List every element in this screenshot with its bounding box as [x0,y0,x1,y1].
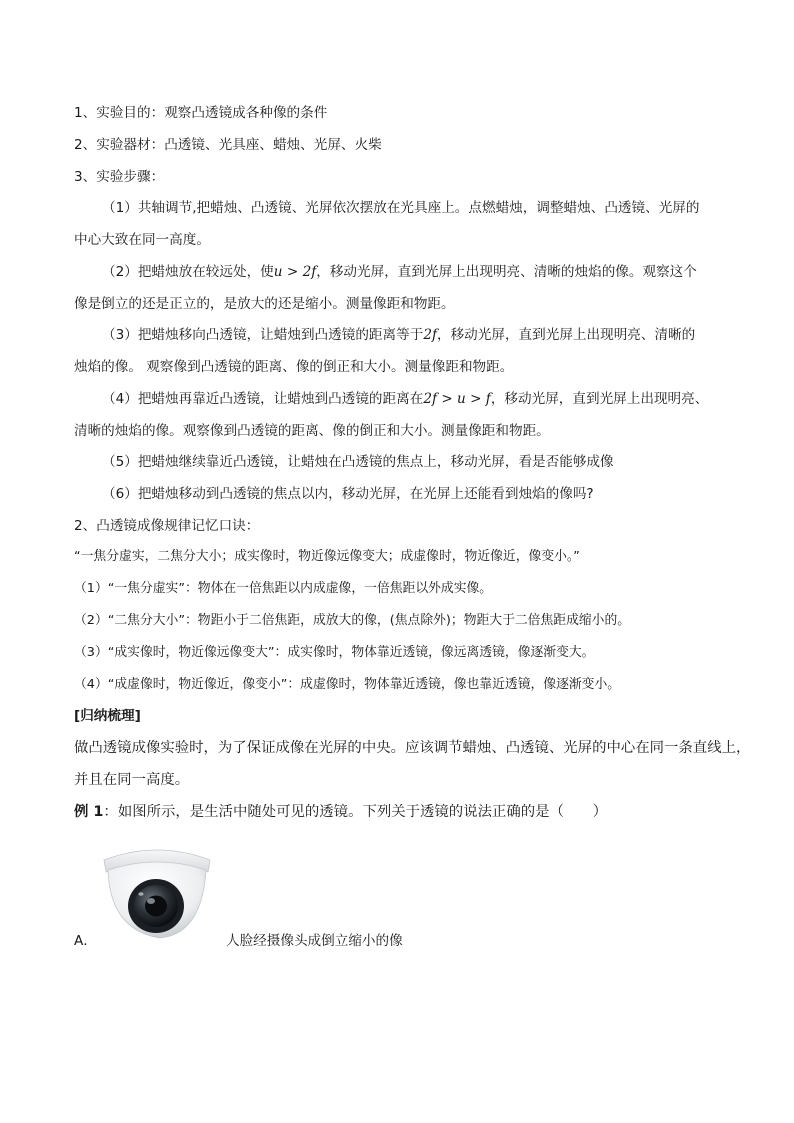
step-2-text-post: ，移动光屏，直到光屏上出现明亮、清晰的烛焰的像。观察这个 [316,264,697,280]
step-4-text-post: ，移动光屏，直到光屏上出现明亮、 [490,391,709,407]
experiment-materials: 2、实验器材：凸透镜、光具座、蜡烛、光屏、火柴 [74,137,382,153]
step-2-line-2: 像是倒立的还是正立的，是放大的还是缩小。测量像距和物距。 [74,296,455,312]
step-1-line-1: （1）共轴调节,把蜡烛、凸透镜、光屏依次摆放在光具座上。点燃蜡烛，调整蜡烛、凸透镜、光屏的 [102,200,700,216]
rhyme-heading: 2、凸透镜成像规律记忆口诀： [74,518,260,534]
experiment-purpose: 1、实验目的：观察凸透镜成各种像的条件 [74,105,328,121]
step-3-line-1 [102,326,695,344]
step-3-text-post: ，移动光屏，直到光屏上出现明亮、清晰的 [437,327,696,343]
step-6: （6）把蜡烛移动到凸透镜的焦点以内，移动光屏，在光屏上还能看到烛焰的像吗? [102,486,594,502]
step-5: （5）把蜡烛继续靠近凸透镜，让蜡烛在凸透镜的焦点上，移动光屏，看是否能够成像 [102,454,614,470]
security-camera-image [98,838,216,942]
step-3-text-pre: （3）把蜡烛移向凸透镜，让蜡烛到凸透镜的距离等于 [102,327,424,343]
summary-heading: [归纳梳理] [74,708,141,724]
step-3-line-2: 烛焰的像。 观察像到凸透镜的距离、像的倒正和大小。测量像距和物距。 [74,359,514,375]
example-1-text: ：如图所示，是生活中随处可见的透镜。下列关于透镜的说法正确的是（ ） [103,804,608,820]
step-4-line-1 [102,390,708,408]
step-2-formula: u > 2f [273,264,317,280]
step-3-formula: 2f [423,327,437,343]
experiment-steps-heading: 3、实验步骤： [74,169,165,185]
rhyme-item-2: （2）“二焦分大小”：物距小于二倍焦距，成放大的像，(焦点除外)；物距大于二倍焦距成缩小的。 [74,613,631,628]
rhyme-item-4: （4）“成虚像时，物近像近，像变小”：成虚像时，物体靠近透镜，像也靠近透镜，像逐渐变小。 [74,677,621,692]
step-2-text-pre: （2）把蜡烛放在较远处，使 [102,264,274,280]
rhyme-item-1: （1）“一焦分虚实”：物体在一倍焦距以内成虚像，一倍焦距以外成实像。 [74,581,493,596]
summary-line-1: 做凸透镜成像实验时，为了保证成像在光屏的中央。应该调节蜡烛、凸透镜、光屏的中心在同一条直线上， [74,740,751,756]
summary-line-2: 并且在同一高度。 [74,772,190,788]
option-a-text: 人脸经摄像头成倒立缩小的像 [226,933,403,949]
option-a-letter: A． [74,933,97,949]
example-1-question [74,803,607,821]
step-4-formula: 2f > u > f [423,391,491,407]
rhyme-text: “一焦分虚实，二焦分大小；成实像时，物近像远像变大；成虚像时，物近像近，像变小。” [74,549,580,564]
step-4-line-2: 清晰的烛焰的像。观察像到凸透镜的距离、像的倒正和大小。测量像距和物距。 [74,423,550,439]
example-1-label: 例 1 [74,804,104,820]
step-2-line-1 [102,263,697,281]
step-1-line-2: 中心大致在同一高度。 [74,232,210,248]
rhyme-item-3: （3）“成实像时，物近像远像变大”：成实像时，物体靠近透镜，像远离透镜，像逐渐变大。 [74,645,595,660]
step-4-text-pre: （4）把蜡烛再靠近凸透镜，让蜡烛到凸透镜的距离在 [102,391,424,407]
